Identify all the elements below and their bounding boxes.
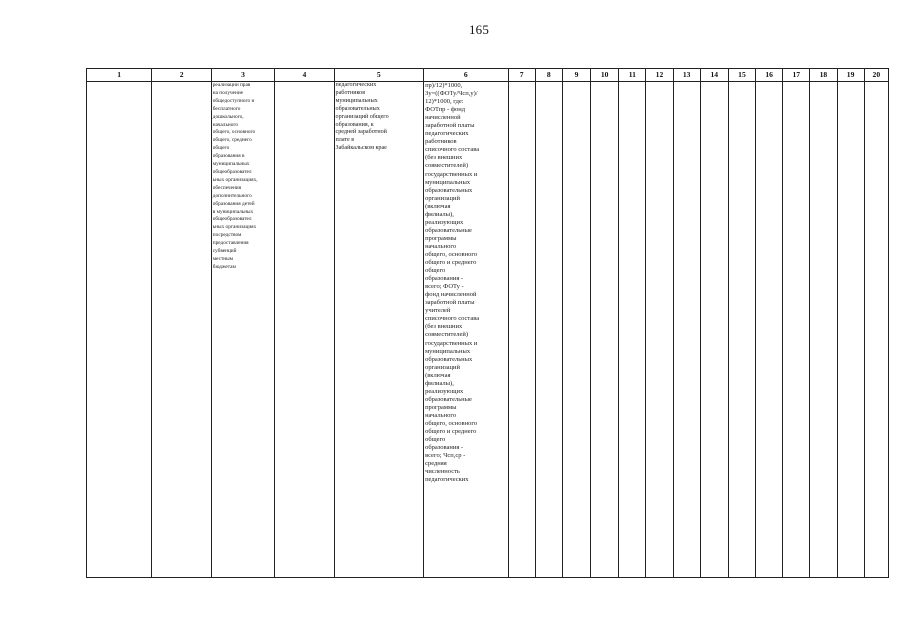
column-header-19: 19 [837, 69, 864, 82]
column-header-4: 4 [275, 69, 334, 82]
table-cell-col6 [424, 82, 509, 578]
table-cell-col20 [864, 82, 888, 578]
column-header-5: 5 [334, 69, 424, 82]
table-cell-col14 [700, 82, 728, 578]
table-cell-col10 [591, 82, 619, 578]
column-header-6: 6 [424, 69, 509, 82]
column-header-18: 18 [810, 69, 837, 82]
column-header-11: 11 [619, 69, 646, 82]
table-row [87, 82, 889, 578]
column-header-20: 20 [864, 69, 888, 82]
table-cell-col8 [535, 82, 562, 578]
table-cell-col3 [211, 82, 274, 578]
column-header-14: 14 [700, 69, 728, 82]
page-number: 165 [468, 22, 490, 37]
column-header-13: 13 [673, 69, 700, 82]
column-header-15: 15 [728, 69, 755, 82]
column-header-8: 8 [535, 69, 562, 82]
table-cell-col18 [810, 82, 837, 578]
table-cell-col16 [756, 82, 783, 578]
table-cell-col5 [334, 82, 424, 578]
table-cell-col11 [619, 82, 646, 578]
table-cell-col15 [728, 82, 755, 578]
column-header-7: 7 [508, 69, 535, 82]
cell-text-program-purpose: реализации прав на получение общедоступного и бесплатного дошкольного, начального общего, основного общего, среднего общего образования в муниципальных общеобразовател ьных организациях, обеспечения дополнительного образования детей в муниципальных общеобразовател ьных организациях посредством предоставления субвенций местным бюджетам [212, 82, 258, 270]
table-cell-col4 [275, 82, 334, 578]
column-header-16: 16 [756, 69, 783, 82]
column-header-10: 10 [591, 69, 619, 82]
column-header-17: 17 [783, 69, 810, 82]
header-row [87, 69, 889, 82]
table-cell-col12 [646, 82, 673, 578]
table-cell-col19 [837, 82, 864, 578]
cell-text-indicator-name: педагогических работников муниципальных образовательных организаций общего образования, к средней заработной плате в Забайкальском крае [335, 82, 389, 152]
column-header-1: 1 [87, 69, 152, 82]
table-cell-col13 [673, 82, 700, 578]
column-header-9: 9 [562, 69, 590, 82]
column-header-3: 3 [211, 69, 274, 82]
table-cell-col17 [783, 82, 810, 578]
table-cell-col9 [562, 82, 590, 578]
table-cell-col7 [508, 82, 535, 578]
data-table [86, 68, 889, 578]
table-cell-col2 [152, 82, 211, 578]
table-cell-col1 [87, 82, 152, 578]
column-header-12: 12 [646, 69, 673, 82]
cell-text-calculation-method: пр)/12)*1000, Зу=((ФОТу/Чсп,у)/ 12)*1000, где: ФОТпр - фонд начисленной заработной платы педагогических работников списочного состава (без внешних совместителей) государственных и муниципальных образовательных организаций (включая филиалы), реализующих образовательные программы начального общего, основного общего и среднего общего образования - всего; ФОТу - фонд начисленной заработной платы учителей списочного состава (без внешних совместителей) государственных и муниципальных образовательных организаций (включая филиалы), реализующих образовательные программы начального общего, основного общего и среднего общего образования - всего; Чсп,ср - средняя численность педагогических [425, 82, 480, 484]
column-header-2: 2 [152, 69, 211, 82]
